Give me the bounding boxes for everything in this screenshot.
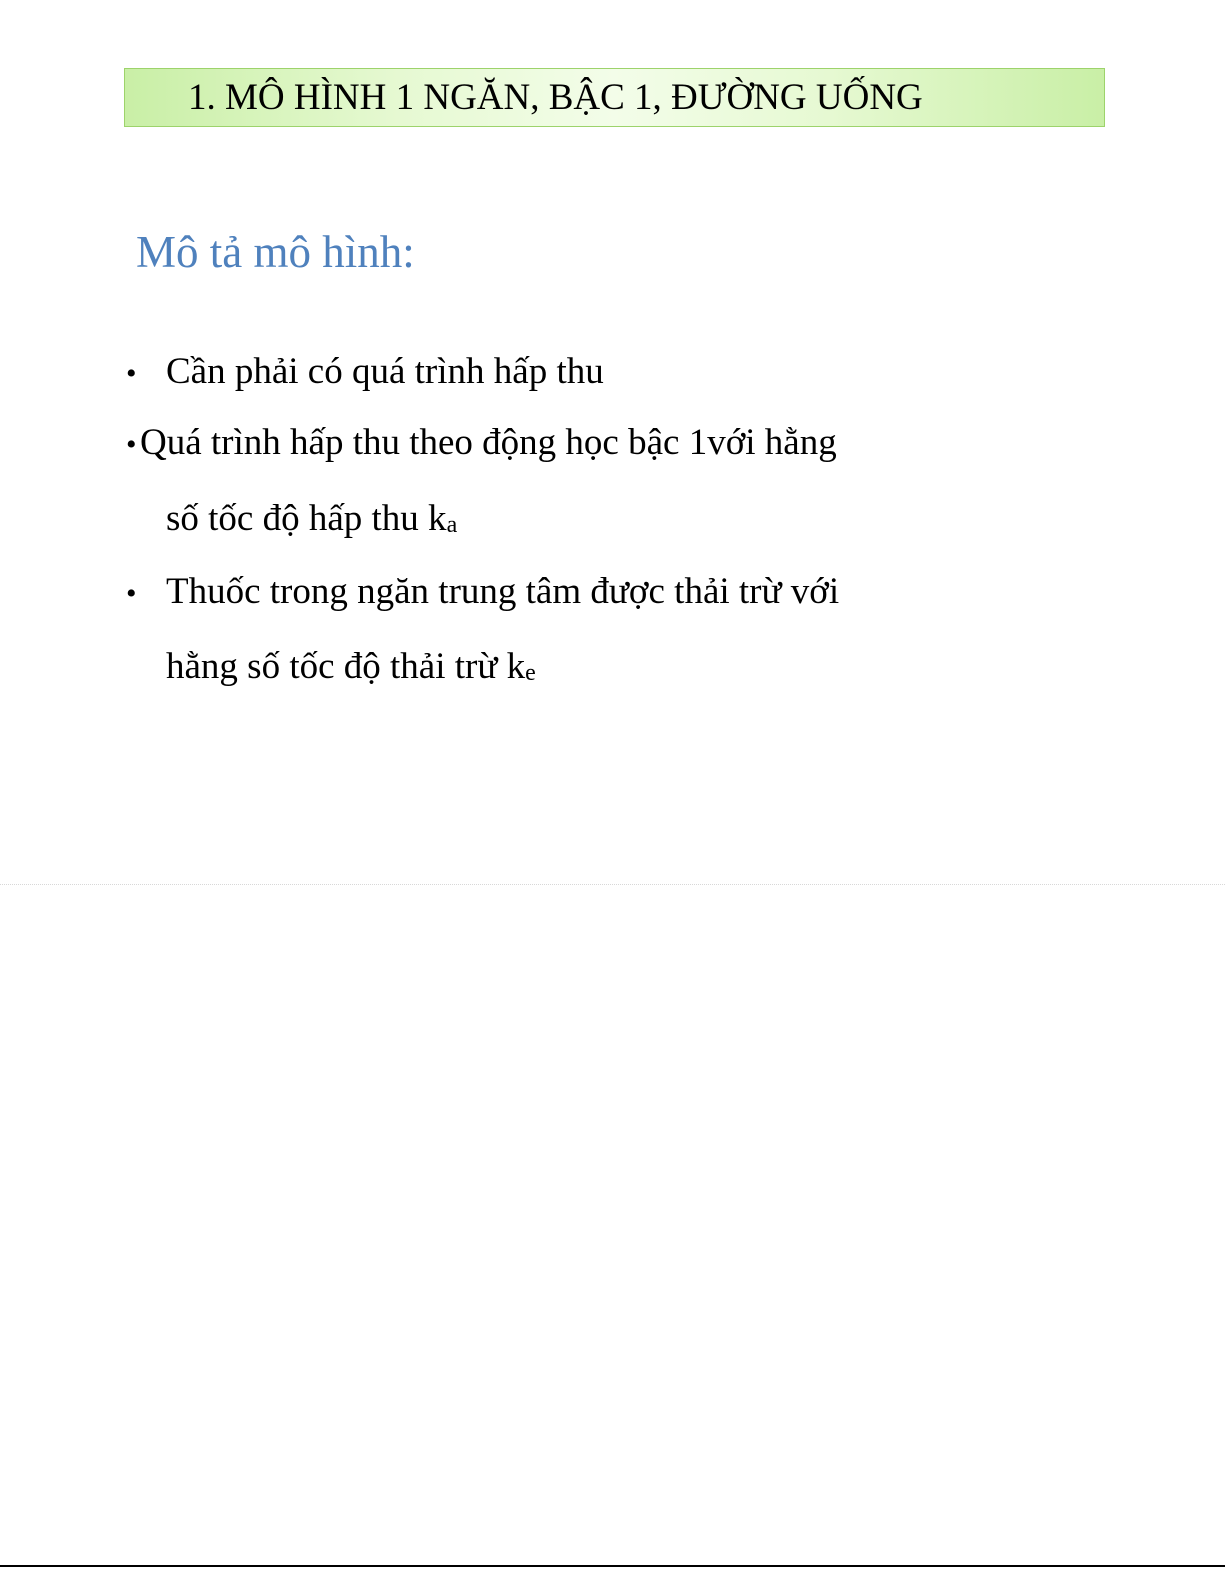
- subscript-ka: a: [446, 512, 458, 538]
- list-item-text: Quá trình hấp thu theo động học bậc 1với hằng: [140, 422, 837, 463]
- bullet-marker: •: [126, 357, 137, 390]
- list-item-text: số tốc độ hấp thu k: [166, 498, 447, 539]
- section-heading: Mô tả mô hình:: [136, 227, 415, 277]
- list-item-continuation: [166, 645, 536, 693]
- bullet-marker: •: [126, 577, 137, 610]
- bottom-border: [0, 1565, 1225, 1567]
- list-item-text: hằng số tốc độ thải trừ k: [166, 646, 526, 687]
- bullet-marker: •: [126, 428, 137, 461]
- list-item-text: Thuốc trong ngăn trung tâm được thải trừ với: [166, 571, 840, 612]
- page-title: 1. MÔ HÌNH 1 NGĂN, BẬC 1, ĐƯỜNG UỐNG: [188, 77, 923, 118]
- title-banner: [124, 68, 1105, 127]
- list-item-continuation: [166, 497, 457, 545]
- subscript-ke: e: [525, 660, 536, 686]
- list-item-text: Cần phải có quá trình hấp thu: [166, 351, 604, 392]
- page-divider: [0, 884, 1225, 885]
